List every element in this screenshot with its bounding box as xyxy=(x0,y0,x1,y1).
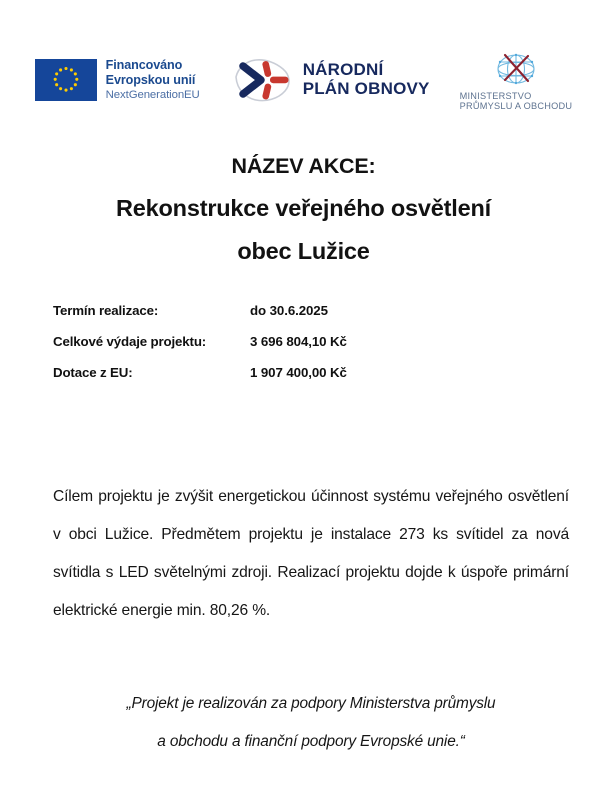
fact-value-termin: do 30.6.2025 xyxy=(250,303,328,318)
npo-logo-line1: NÁRODNÍ xyxy=(302,60,384,80)
logo-bar xyxy=(0,44,607,116)
fact-label-dotace-eu: Dotace z EU: xyxy=(53,365,133,380)
mpo-globe-icon xyxy=(490,49,542,89)
eu-flag-icon xyxy=(35,59,97,101)
eu-logo-text xyxy=(106,58,200,102)
project-facts-table xyxy=(53,303,513,396)
fact-label-celkove-vydaje: Celkové výdaje projektu: xyxy=(53,334,207,349)
table-row xyxy=(53,303,513,334)
quote-line-1: „Projekt je realizován za podpory Ministerstva průmyslu xyxy=(126,695,496,712)
title-line-3: obec Lužice xyxy=(237,238,370,264)
eu-logo-line2: Evropskou unií xyxy=(105,72,196,87)
fact-value-dotace-eu: 1 907 400,00 Kč xyxy=(250,365,347,380)
project-description-paragraph: Cílem projektu je zvýšit energetickou účinnost systému veřejného osvětlení v obci Lužice. Předmětem projektu je instalace 273 ks svítidel za nová svítidla s LED světelnými zdroji. Realizací projektu dojde k úspoře primární elektrické energie min. 80,26 %. xyxy=(53,488,569,619)
funding-acknowledgement-quote xyxy=(53,685,569,761)
table-row xyxy=(53,334,513,365)
fact-label-termin: Termín realizace: xyxy=(53,303,159,318)
mpo-logo-text xyxy=(460,91,573,112)
eu-funding-logo xyxy=(35,58,200,102)
quote-line-2: a obchodu a finanční podpory Evropské unie.“ xyxy=(157,733,465,750)
mpo-logo-line1: MINISTERSTVO xyxy=(459,90,532,101)
npo-chevron-icon xyxy=(230,55,296,105)
npo-logo-line2: PLÁN OBNOVY xyxy=(302,79,430,98)
title-line-2: Rekonstrukce veřejného osvětlení xyxy=(116,195,491,221)
eu-logo-line3: NextGenerationEU xyxy=(105,88,200,101)
title-heading: NÁZEV AKCE: xyxy=(231,154,376,178)
mpo-logo-line2: PRŮMYSLU A OBCHODU xyxy=(459,101,573,111)
eu-logo-line1: Financováno xyxy=(105,57,183,72)
narodni-plan-obnovy-logo xyxy=(230,55,430,105)
ministerstvo-prumyslu-a-obchodu-logo xyxy=(460,49,573,112)
table-row xyxy=(53,365,513,396)
npo-logo-text xyxy=(303,61,430,98)
fact-value-celkove-vydaje: 3 696 804,10 Kč xyxy=(250,334,347,349)
page-title xyxy=(0,146,607,273)
